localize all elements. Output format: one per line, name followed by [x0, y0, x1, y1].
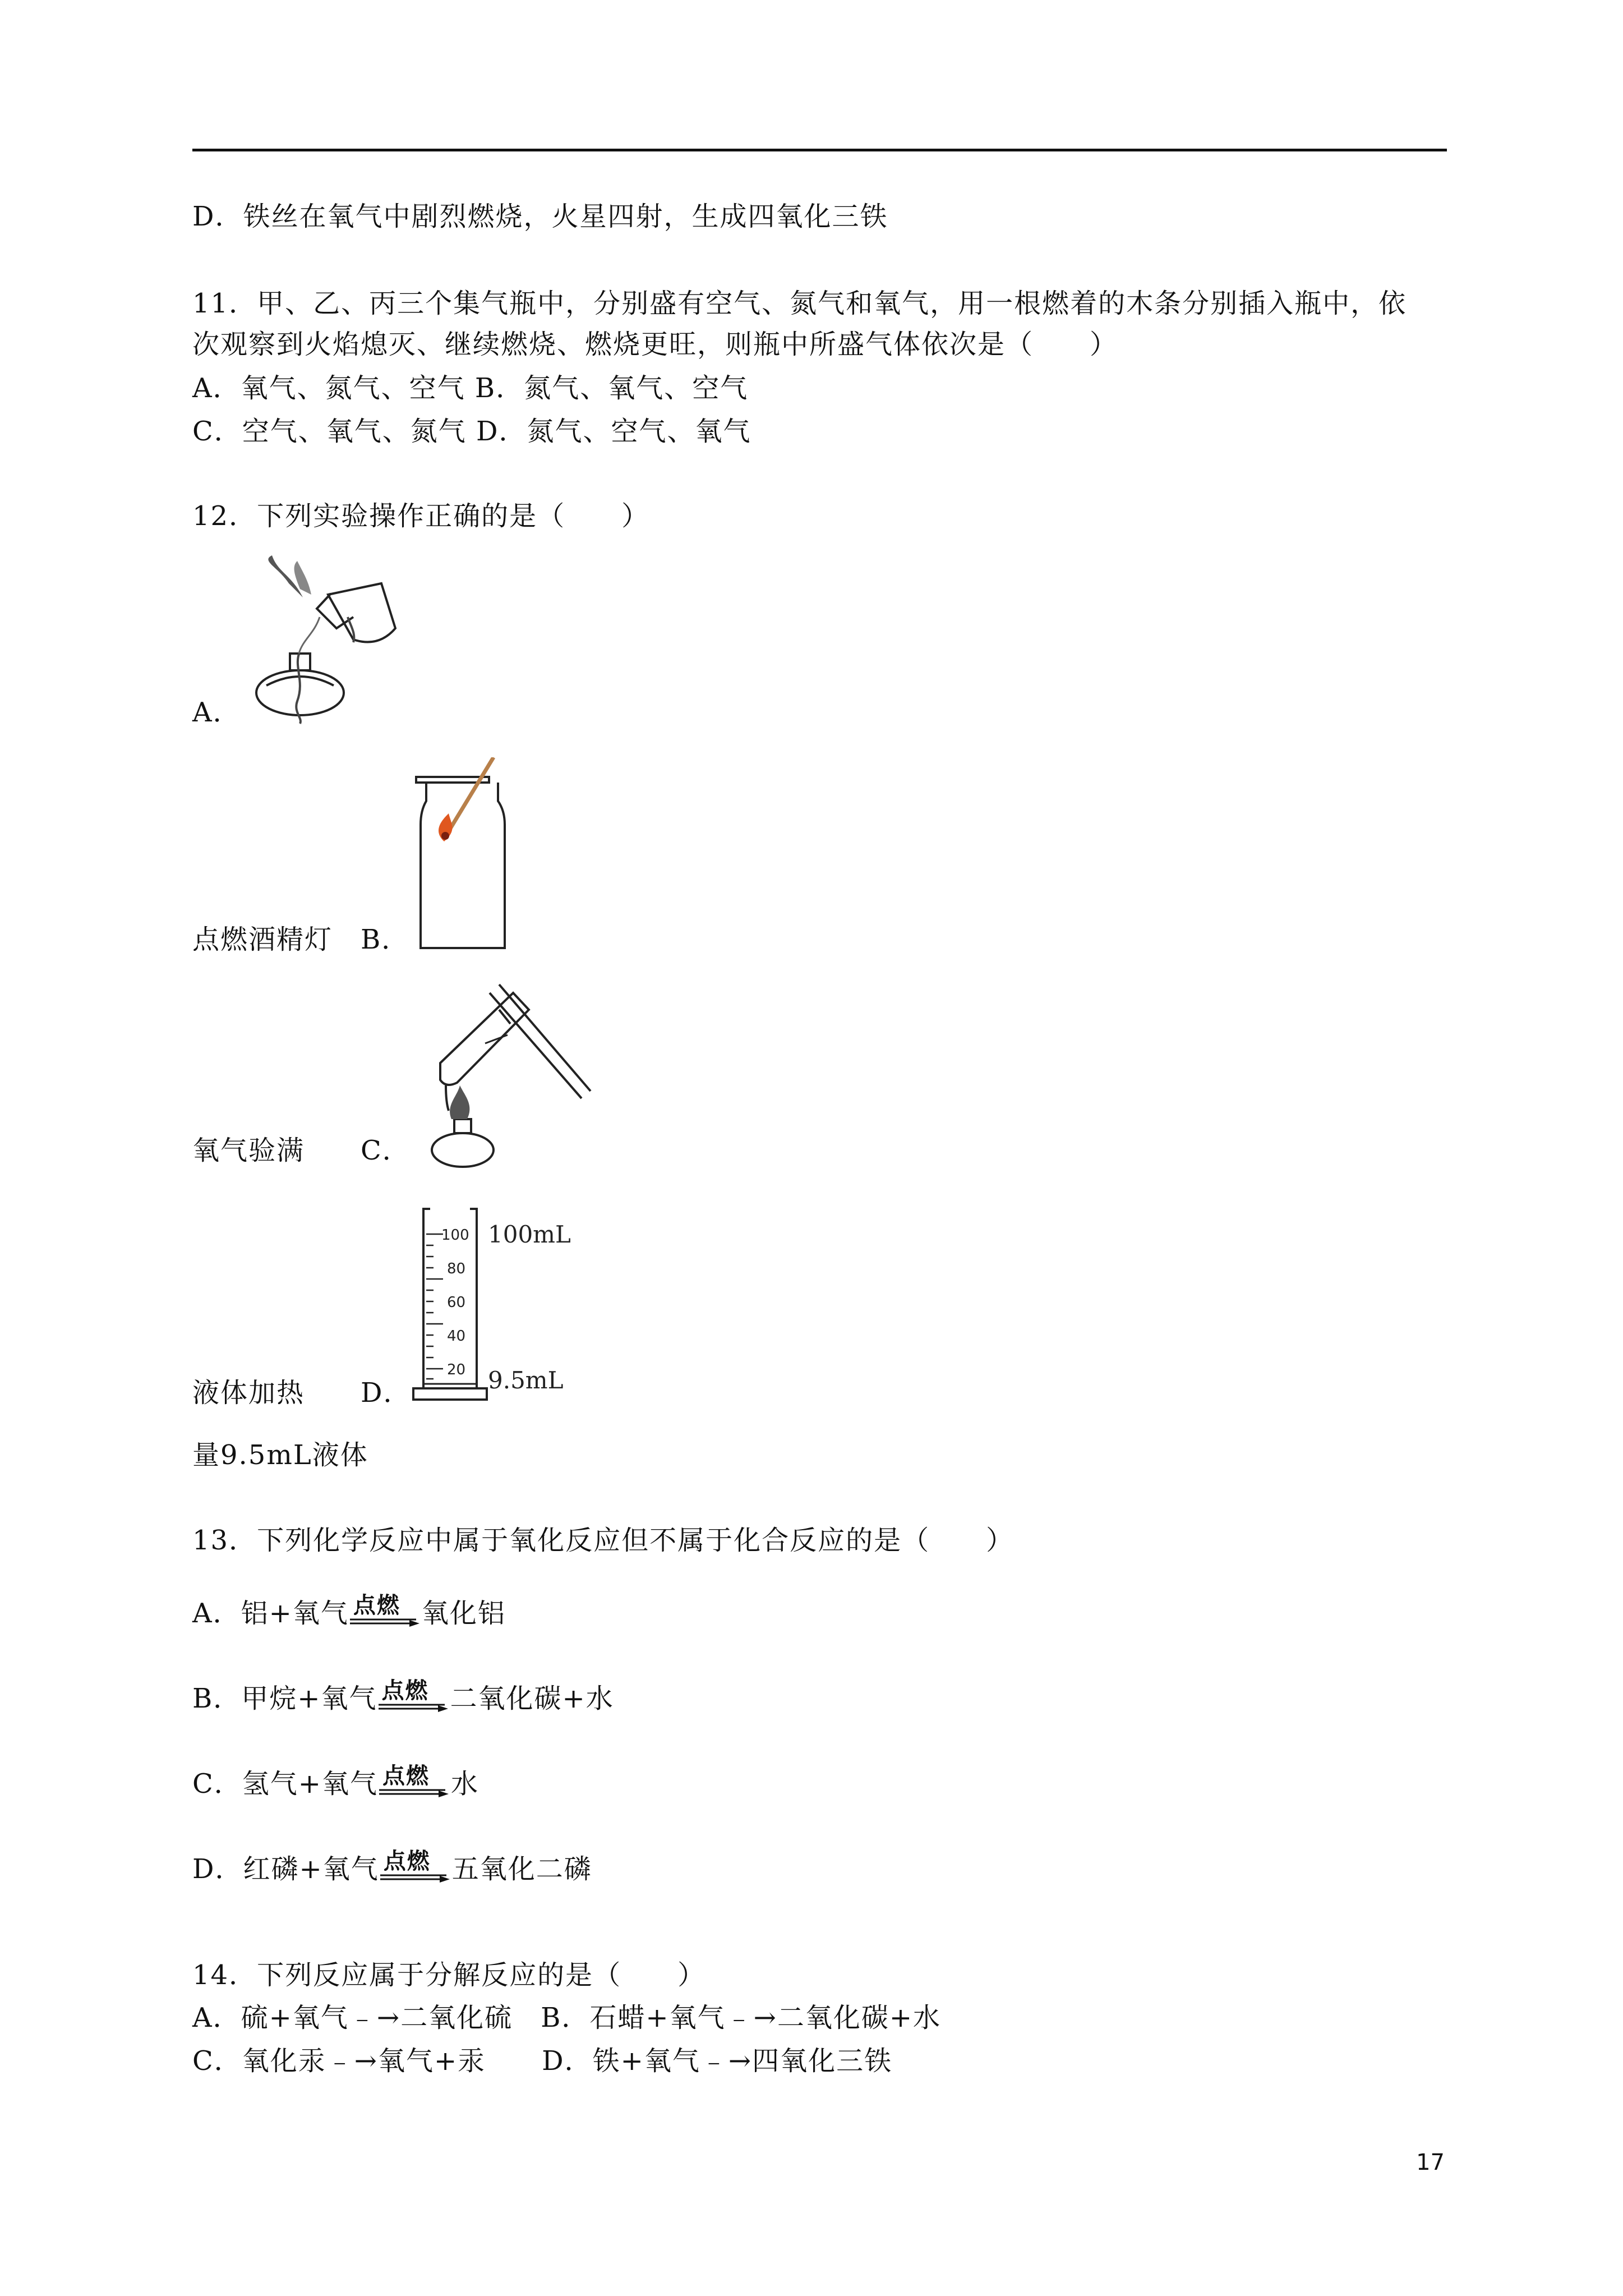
q12-option-a-label: A． [192, 697, 241, 728]
reaction-arrow: 点燃 [378, 1767, 451, 1801]
cylinder-tick-40: 40 [447, 1328, 466, 1345]
q11-options-cd: C．空气、氧气、氮气 D．氮气、空气、氧气 [192, 416, 751, 447]
q13-option-b: B．甲烷+氧气 点燃 二氧化碳+水 [192, 1678, 614, 1714]
q14-options-ab: A．硫+氧气﹣→二氧化硫 B．石蜡+氧气﹣→二氧化碳+水 [192, 2002, 942, 2033]
q12-option-d-label: D． [361, 1377, 412, 1409]
q13-option-d: D．红磷+氧气 点燃 五氧化二磷 [192, 1848, 592, 1885]
cylinder-label-lower: 9.5mL [488, 1366, 564, 1394]
q12-option-a-caption: 点燃酒精灯 [192, 924, 333, 955]
q13-option-c: C．氢气+氧气 点燃 水 [192, 1763, 479, 1800]
q12-option-c-label: C． [361, 1135, 411, 1166]
cylinder-tick-80: 80 [447, 1260, 466, 1277]
q13-option-a: A．铝+氧气 点燃 氧化铝 [192, 1593, 506, 1629]
q11-options-ab: A．氧气、氮气、空气 B．氮气、氧气、空气 [192, 372, 749, 404]
q14-stem: 14．下列反应属于分解反应的是（ ） [192, 1959, 706, 1991]
reaction-arrow: 点燃 [349, 1596, 422, 1630]
reaction-arrow: 点燃 [379, 1852, 452, 1886]
q12-stem: 12．下列实验操作正确的是（ ） [192, 500, 650, 532]
cylinder-tick-20: 20 [447, 1361, 466, 1378]
q12-option-b-label: B． [361, 924, 410, 955]
q13-stem: 13．下列化学反应中属于氧化反应但不属于化合反应的是（ ） [192, 1525, 1015, 1556]
q12-option-c-caption: 液体加热 [192, 1377, 305, 1409]
reaction-arrow: 点燃 [377, 1682, 450, 1715]
q14-options-cd: C．氧化汞﹣→氧气+汞 D．铁+氧气﹣→四氧化三铁 [192, 2045, 893, 2077]
q12-option-d-caption: 量9.5mL液体 [192, 1439, 368, 1471]
q12-option-a-caption-and-b-label [192, 923, 409, 956]
cylinder-tick-60: 60 [447, 1294, 466, 1311]
q11-stem-line-2: 次观察到火焰熄灭、继续燃烧、燃烧更旺，则瓶中所盛气体依次是（ ） [192, 329, 1118, 360]
header-rule [192, 149, 1447, 151]
cylinder-tick-100: 100 [441, 1227, 469, 1244]
q12-option-c-caption-and-d-label [192, 1376, 412, 1410]
page-number: 17 [1416, 2150, 1445, 2175]
q12-option-b-caption: 氧气验满 [192, 1135, 305, 1166]
cylinder-label-upper: 100mL [488, 1221, 571, 1248]
q10-option-d: D．铁丝在氧气中剧烈燃烧，火星四射，生成四氧化三铁 [192, 201, 888, 232]
q12-option-b-caption-and-c-label [192, 1134, 411, 1167]
figure-lamp-lighting [238, 555, 401, 729]
figure-bottle-match [409, 757, 533, 954]
q11-stem-line-1: 11．甲、乙、丙三个集气瓶中，分别盛有空气、氮气和氧气，用一根燃着的木条分别插入瓶中，依 [192, 288, 1407, 319]
figure-measuring-cylinder [412, 1200, 575, 1402]
figure-test-tube-heating [423, 970, 597, 1172]
